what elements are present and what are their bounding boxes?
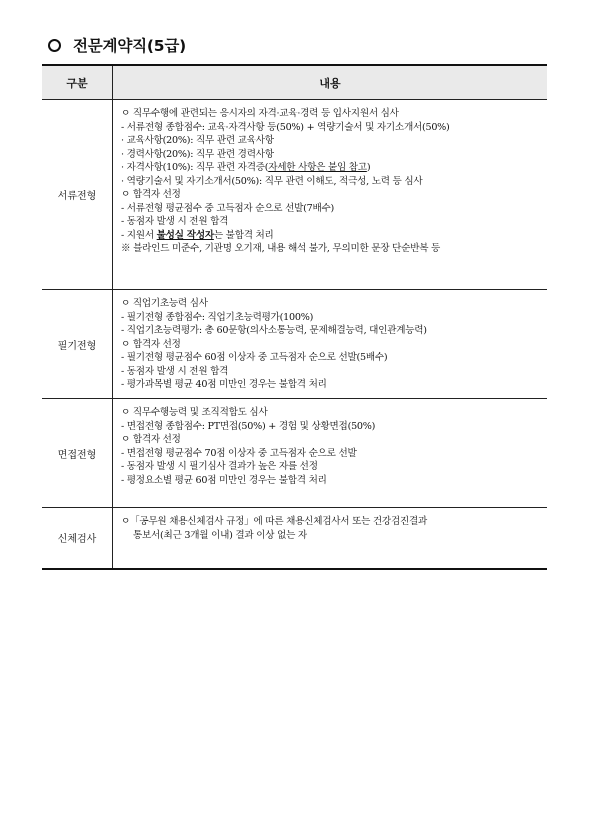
row-content (113, 508, 548, 569)
content-line: · 경력사항(20%): 직무 관련 경력사항 (121, 148, 274, 160)
table-row (42, 508, 547, 569)
row-category: 서류전형 (42, 100, 113, 290)
content-line: ㅇ 합격자 선정 (121, 434, 181, 445)
content-line: - 동점자 발생 시 전원 합격 (121, 365, 229, 377)
content-line: 통보서(최근 3개월 이내) 결과 이상 없는 자 (133, 529, 307, 541)
content-line: - 동점자 발생 시 필기심사 결과가 높은 자를 선정 (121, 461, 318, 472)
content-line: ㅇ 직무수행능력 및 조직적합도 심사 (121, 407, 268, 418)
content-line: ※ 블라인드 미준수, 기관명 오기재, 내용 해석 불가, 무의미한 문장 단순반복 등 (121, 243, 441, 254)
content-line: - 필기전형 평균점수 60점 이상자 중 고득점자 순으로 선발(5배수) (121, 352, 388, 363)
content-line: ㅇ 합격자 선정 (121, 189, 181, 200)
row-content (113, 100, 548, 290)
circle-bullet-icon (48, 39, 61, 52)
content-line: - 서류전형 평균점수 중 고득점자 순으로 선발(7배수) (121, 202, 334, 214)
content-line: - 면접전형 평균점수 70점 이상자 중 고득점자 순으로 선발 (121, 447, 357, 459)
content-line: - 동점자 발생 시 전원 합격 (121, 216, 229, 227)
content-line: - 면접전형 종합점수: PT면접(50%) + 경험 및 상황면접(50%) (121, 420, 376, 432)
table-row (42, 100, 547, 290)
content-line: - 평가과목별 평균 40점 미만인 경우는 불합격 처리 (121, 379, 327, 390)
section-heading (48, 34, 186, 56)
content-line (121, 229, 543, 243)
content-line: · 교육사항(20%): 직무 관련 교육사항 (121, 135, 274, 146)
table-row (42, 290, 547, 399)
row-content (113, 399, 548, 508)
header-category: 구분 (42, 65, 113, 100)
line-text: ) (366, 162, 371, 173)
content-line: - 필기전형 종합점수: 직업기초능력평가(100%) (121, 311, 314, 323)
content-line: - 서류전형 종합점수: 교육·자격사항 등(50%) + 역량기술서 및 자기소개서(50%) (121, 121, 450, 133)
content-line: ㅇ 직업기초능력 심사 (121, 298, 208, 309)
content-line: · 역량기술서 및 자기소개서(50%): 직무 관련 이해도, 적극성, 노력 등 심사 (121, 175, 423, 187)
table-row (42, 399, 547, 508)
line-text: · 자격사항(10%): 직무 관련 자격증( (121, 162, 269, 173)
row-category: 신체검사 (42, 508, 113, 569)
row-category: 필기전형 (42, 290, 113, 399)
content-line: ㅇ 합격자 선정 (121, 338, 181, 350)
row-content (113, 290, 548, 399)
line-text: - 지원서 (121, 229, 157, 241)
section-title: 전문계약직(5급) (73, 37, 186, 55)
content-line: ㅇ 직무수행에 관련되는 응시자의 자격·교육·경력 등 입사지원서 심사 (121, 108, 399, 119)
underlined-text: 자세한 사항은 붙임 참고 (268, 162, 367, 173)
content-line: - 직업기초능력평가: 총 60문항(의사소통능력, 문제해결능력, 대인관계능력) (121, 325, 427, 336)
content-line: - 평정요소별 평균 60점 미만인 경우는 불합격 처리 (121, 474, 327, 486)
content-line: ㅇ「공무원 채용신체검사 규정」에 따른 채용신체검사서 또는 건강검진결과 (121, 516, 428, 527)
line-text: 는 불합격 처리 (213, 229, 274, 241)
header-content: 내용 (113, 65, 548, 100)
emphasized-text: 불성실 작성자 (156, 229, 214, 241)
row-category: 면접전형 (42, 399, 113, 508)
selection-process-table (42, 64, 547, 570)
content-line (121, 161, 543, 175)
table-header-row (42, 65, 547, 100)
